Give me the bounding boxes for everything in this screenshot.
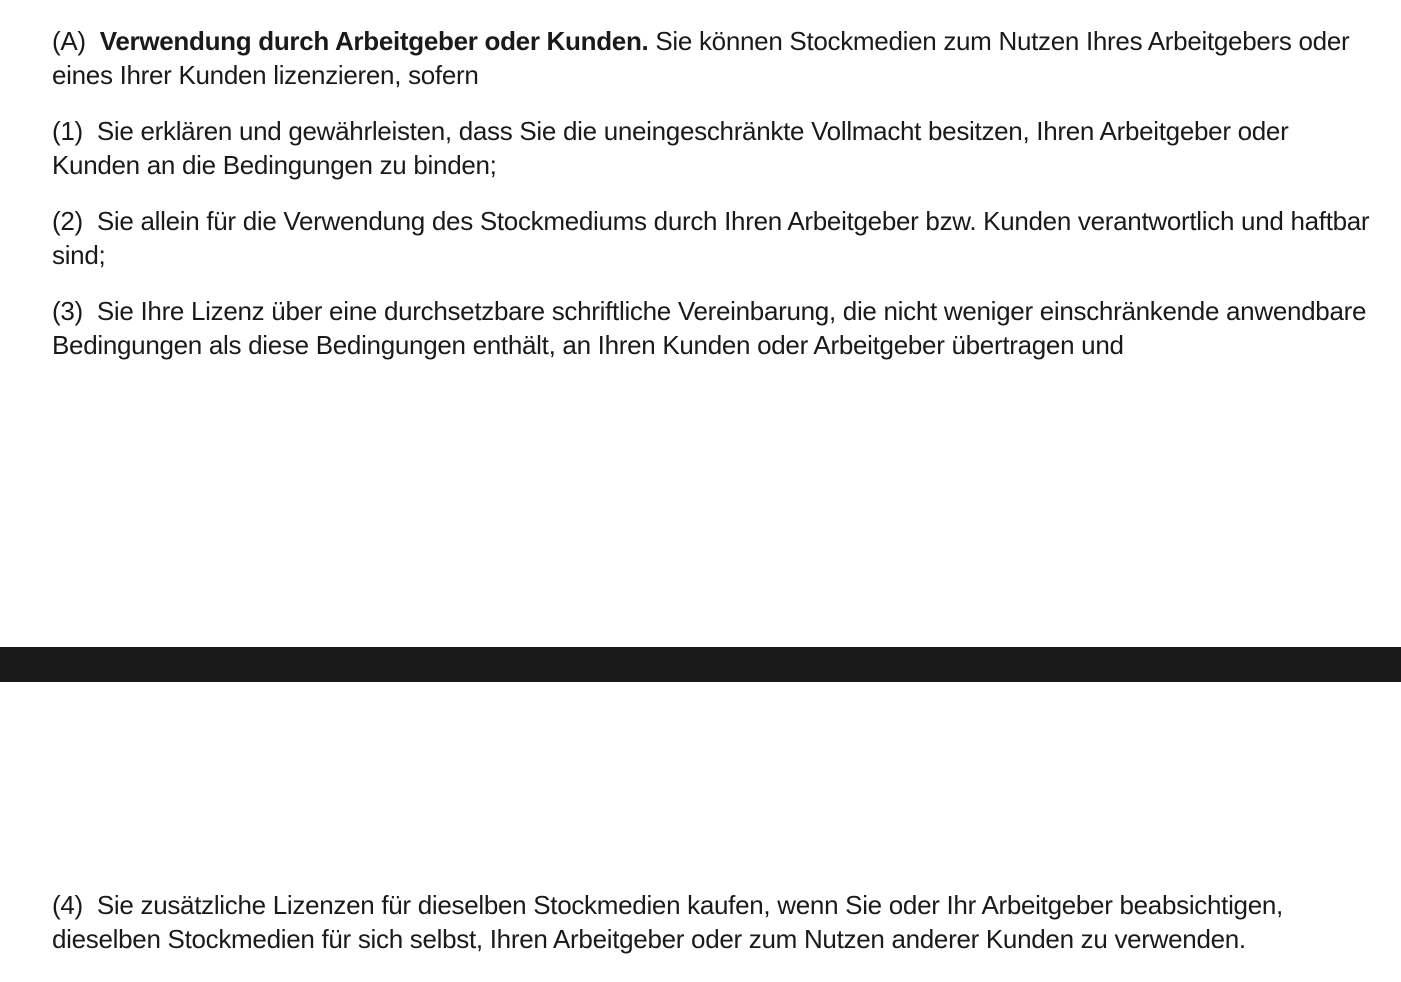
item-4-text: Sie zusätzliche Lizenzen für dieselben Stockmedien kaufen, wenn Sie oder Ihr Arbeitgeber beabsichtigen, dieselben Stockmedien für sich selbst, Ihren Arbeitgeber oder zum Nutzen anderer Kunden zu verwenden. [52, 890, 1283, 954]
document-page-bottom [0, 682, 1401, 982]
item-2-text: Sie allein für die Verwendung des Stockmediums durch Ihren Arbeitgeber bzw. Kunden verantwortlich und haftbar sind; [52, 206, 1370, 270]
section-a-marker: (A) [52, 26, 86, 56]
item-2-marker: (2) [52, 206, 83, 236]
item-1-paragraph [52, 114, 1377, 182]
item-1-text: Sie erklären und gewährleisten, dass Sie die uneingeschränkte Vollmacht besitzen, Ihren Arbeitgeber oder Kunden an die Bedingungen zu binden; [52, 116, 1289, 180]
section-a-heading: Verwendung durch Arbeitgeber oder Kunden. [99, 26, 649, 56]
item-4-paragraph [52, 888, 1377, 956]
item-2-paragraph [52, 204, 1377, 272]
item-3-marker: (3) [52, 296, 83, 326]
item-4-marker: (4) [52, 890, 83, 920]
item-1-marker: (1) [52, 116, 83, 146]
page-break-divider [0, 647, 1401, 682]
item-3-paragraph [52, 294, 1377, 362]
section-a-text: Sie können Stockmedien zum Nutzen Ihres Arbeitgebers oder eines Ihrer Kunden lizenzieren, sofern [52, 26, 1350, 90]
section-a-paragraph [52, 24, 1377, 92]
item-3-text: Sie Ihre Lizenz über eine durchsetzbare schriftliche Vereinbarung, die nicht weniger einschränkende anwendbare Bedingungen als diese Bedingungen enthält, an Ihren Kunden oder Arbeitgeber übertragen und [52, 296, 1367, 360]
